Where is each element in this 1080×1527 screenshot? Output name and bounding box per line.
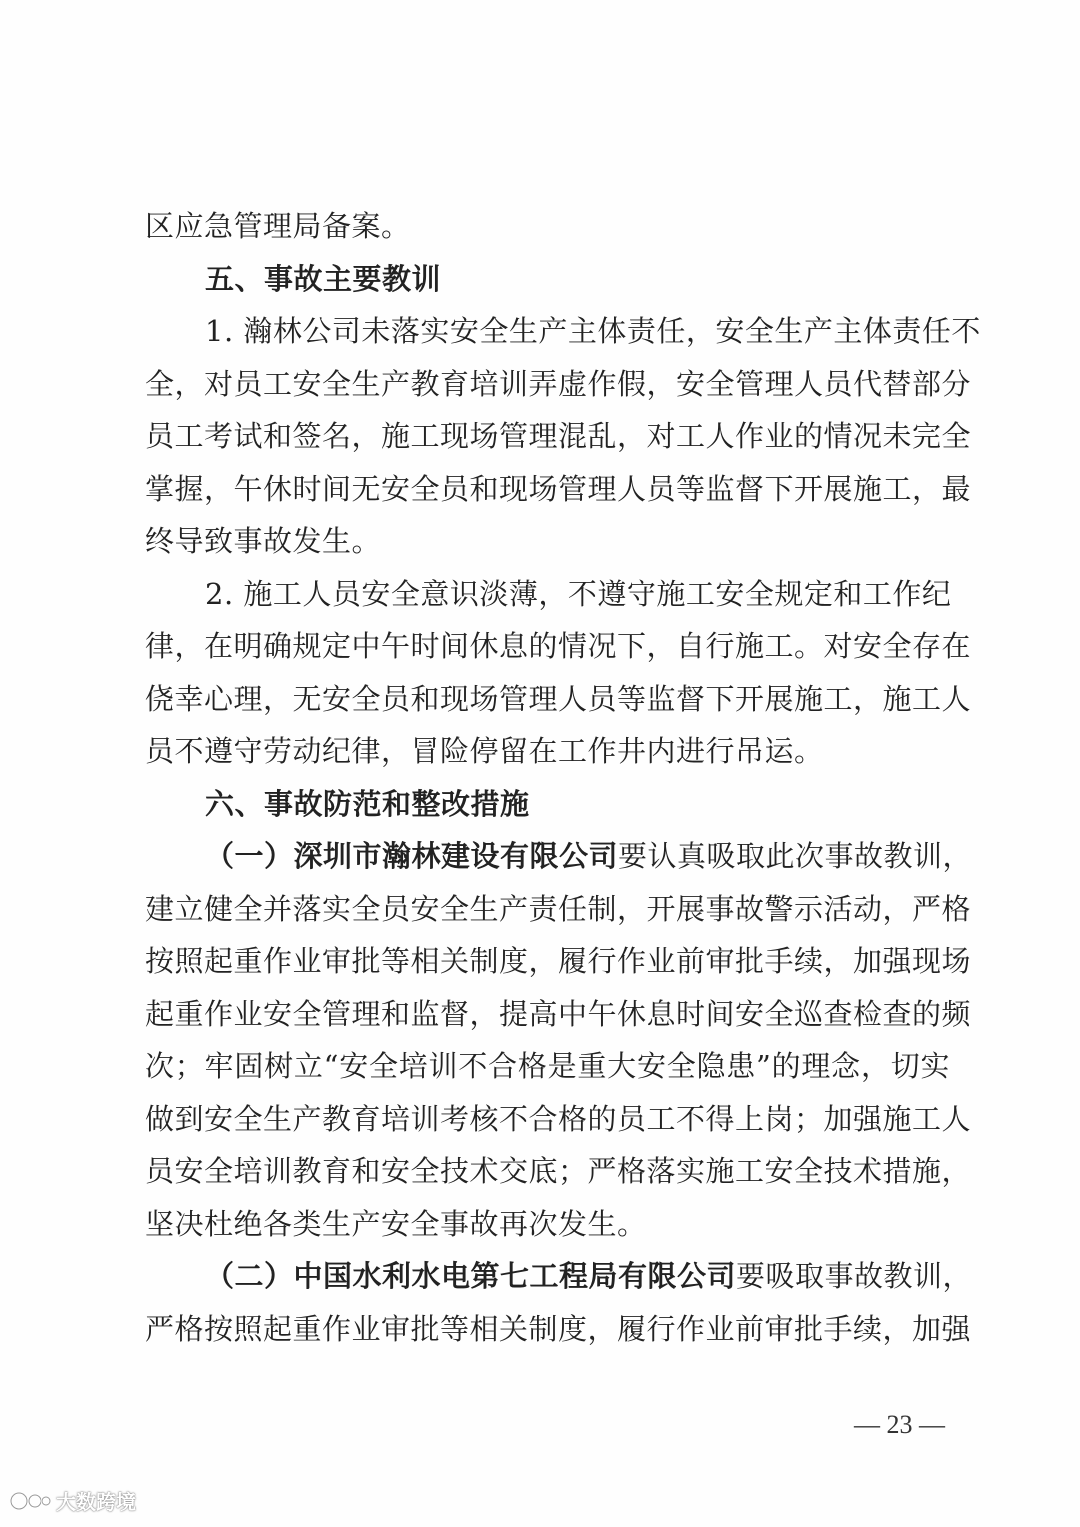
page-number: — 23 — bbox=[854, 1410, 945, 1439]
text-line: 建立健全并落实全员安全生产责任制，开展事故警示活动，严格 bbox=[145, 891, 972, 926]
section-heading-five: 五、事故主要教训 bbox=[205, 261, 442, 296]
text-line: 员不遵守劳动纪律，冒险停留在工作井内进行吊运。 bbox=[145, 734, 824, 768]
subsection-one-first-line bbox=[145, 830, 973, 883]
text-line: 做到安全生产教育培训考核不合格的员工不得上岗；加强施工人 bbox=[145, 1101, 972, 1136]
text-line: 律，在明确规定中午时间休息的情况下，自行施工。对安全存在 bbox=[145, 629, 972, 663]
text-line: 1. 瀚林公司未落实安全生产主体责任，安全生产主体责任不 bbox=[205, 314, 981, 348]
logo-icon bbox=[8, 1490, 52, 1512]
text-line: 坚决杜绝各类生产安全事故再次发生。 bbox=[145, 1206, 647, 1241]
text-line: 员工考试和签名，施工现场管理混乱，对工人作业的情况未完全 bbox=[145, 419, 972, 453]
subsection-two-title: （二）中国水利水电第七工程局有限公司 bbox=[205, 1259, 737, 1293]
watermark bbox=[8, 1486, 136, 1515]
text-span: 要吸取事故教训， bbox=[736, 1259, 973, 1293]
text-line: 严格按照起重作业审批等相关制度，履行作业前审批手续，加强 bbox=[145, 1311, 972, 1346]
text-line: 侥幸心理，无安全员和现场管理人员等监督下开展施工，施工人 bbox=[145, 681, 972, 716]
text-span: 要认真吸取此次事故教训， bbox=[618, 839, 973, 873]
section-heading-six: 六、事故防范和整改措施 bbox=[205, 786, 530, 821]
subsection-one-title: （一）深圳市瀚林建设有限公司 bbox=[205, 839, 619, 873]
text-line: 按照起重作业审批等相关制度，履行作业前审批手续，加强现场 bbox=[145, 944, 972, 978]
text-line: 次；牢固树立“安全培训不合格是重大安全隐患”的理念，切实 bbox=[145, 1049, 950, 1083]
text-line: 终导致事故发生。 bbox=[145, 524, 382, 558]
text-line: 掌握，午休时间无安全员和现场管理人员等监督下开展施工，最 bbox=[145, 471, 972, 506]
text-line: 起重作业安全管理和监督，提高中午休息时间安全巡查检查的频 bbox=[145, 996, 972, 1031]
watermark-text: 大数跨境 bbox=[56, 1490, 136, 1514]
text-line: 全，对员工安全生产教育培训弄虚作假，安全管理人员代替部分 bbox=[145, 366, 972, 401]
subsection-two-first-line bbox=[145, 1250, 973, 1303]
text-line: 区应急管理局备案。 bbox=[145, 209, 411, 243]
text-line: 员安全培训教育和安全技术交底；严格落实施工安全技术措施， bbox=[145, 1154, 972, 1188]
document-body bbox=[145, 200, 981, 1355]
text-line: 2. 施工人员安全意识淡薄，不遵守施工安全规定和工作纪 bbox=[205, 576, 952, 611]
